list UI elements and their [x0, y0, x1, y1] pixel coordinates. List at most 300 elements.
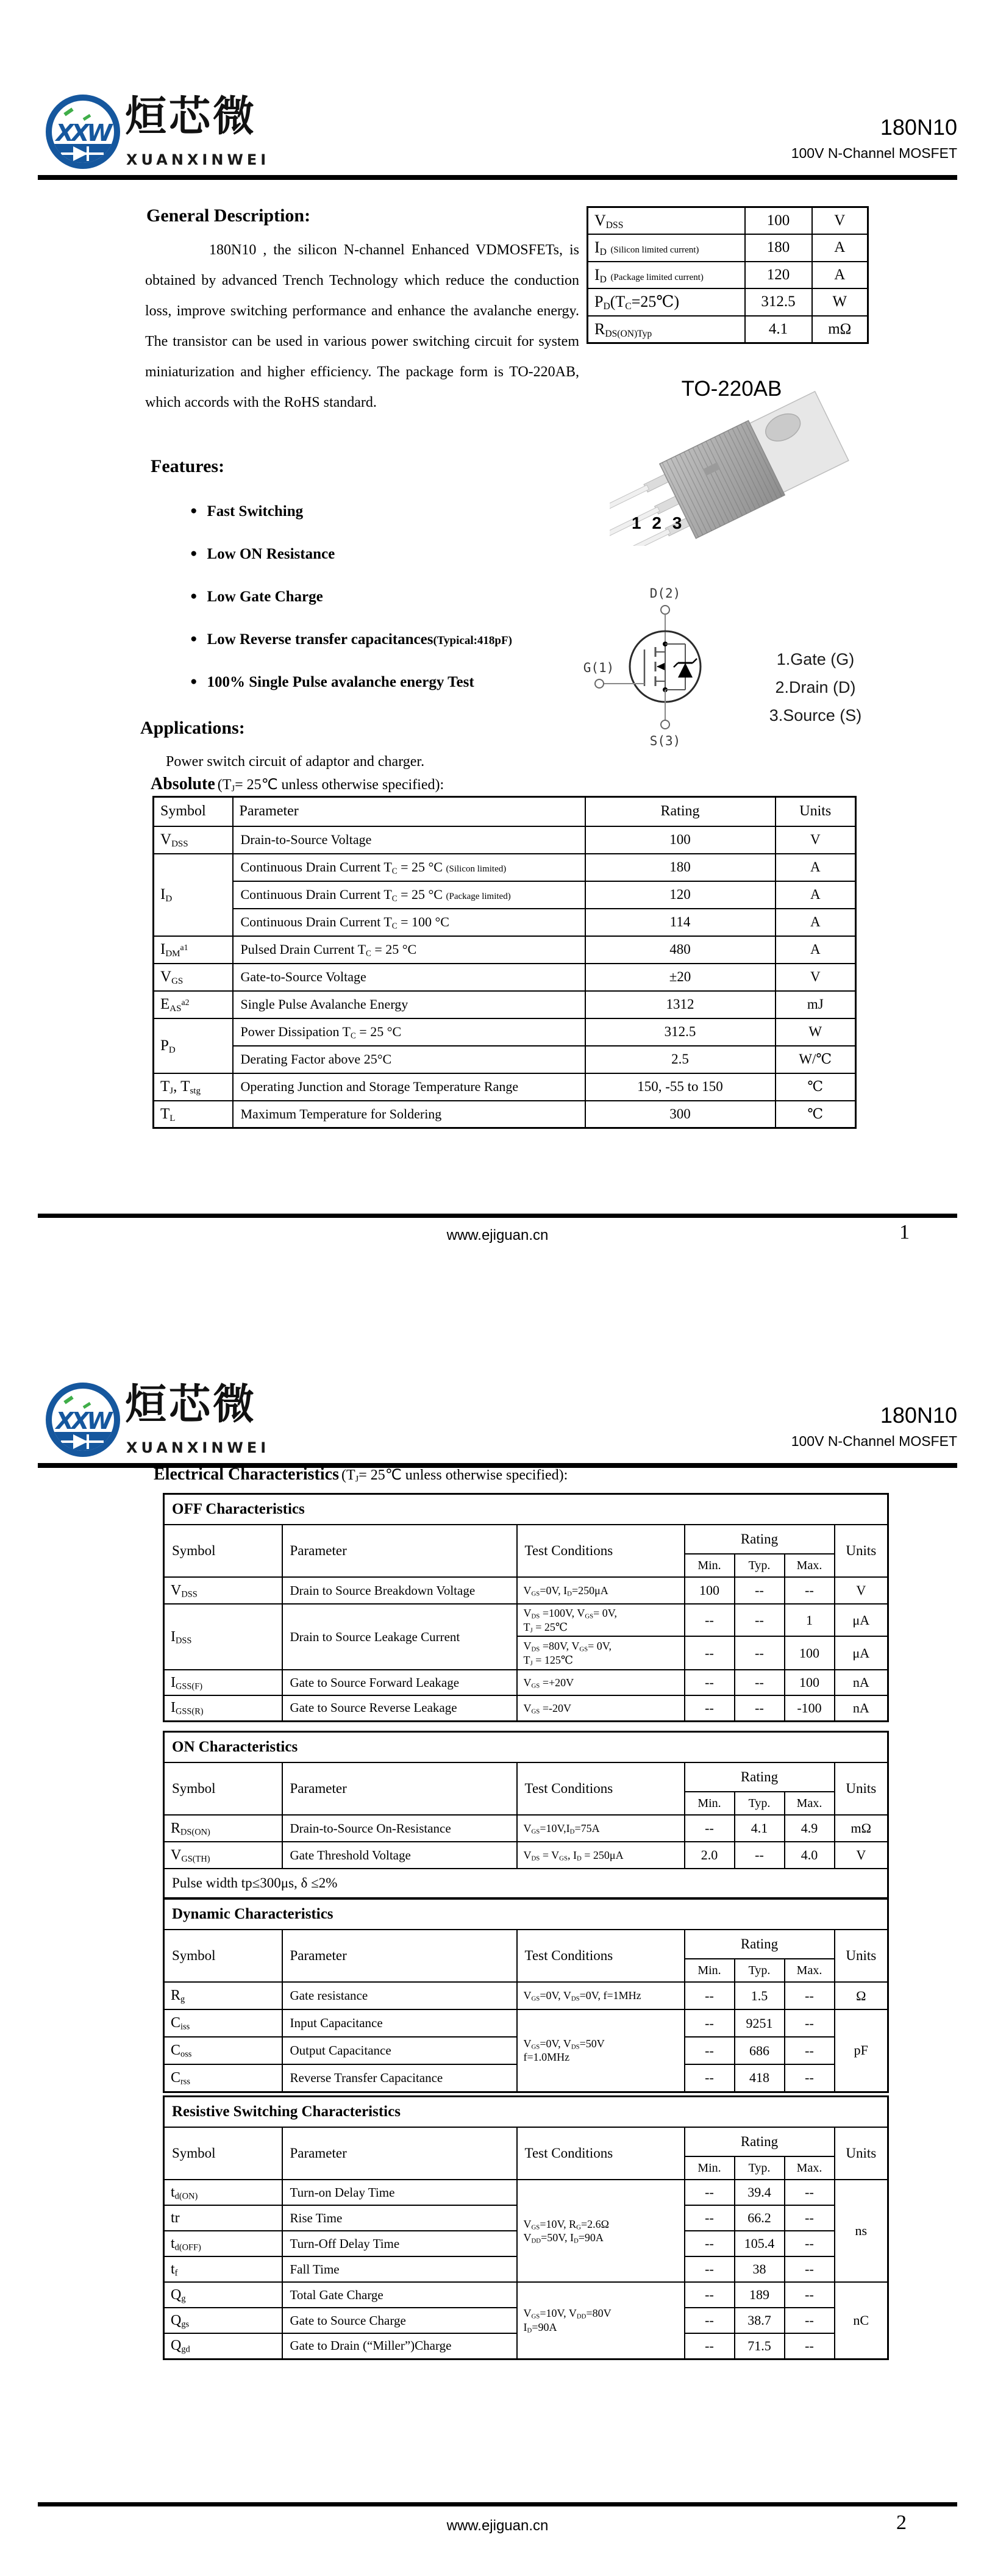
part-number: 180N10 — [880, 115, 957, 140]
cell-max: -- — [785, 2333, 835, 2359]
cell-symbol: $T_L$ — [154, 1101, 233, 1128]
cell-parameter: Drain to Source Leakage Current — [282, 1604, 517, 1670]
cell-conditions: $V_{GS}=10V$, $R_G=2.6\Omega$ $V_{DD}=50V$, $I_D=90A$ — [517, 2180, 685, 2282]
cell-rating: 480 — [585, 936, 776, 964]
cell-symbol: $C_{rss}$ — [164, 2064, 282, 2092]
table-row — [588, 207, 868, 235]
cell-rating: 114 — [585, 909, 776, 936]
brand-english: XUANXINWEI — [126, 1439, 270, 1456]
col-parameter: Parameter — [282, 1930, 517, 1982]
cell-parameter: Gate resistance — [282, 1982, 517, 2009]
table-row — [154, 826, 856, 854]
table-row — [164, 1842, 888, 1869]
cell-typ: 71.5 — [735, 2333, 785, 2359]
col-rating: Rating — [685, 2127, 835, 2156]
section-title: ON Characteristics — [164, 1732, 888, 1763]
company-logo — [43, 1378, 123, 1465]
cell-units: V — [776, 964, 856, 991]
col-min: Min. — [685, 1959, 735, 1982]
cell-value: 312.5 — [745, 288, 812, 316]
cell-unit: V — [812, 207, 868, 235]
cell-max: -- — [785, 2180, 835, 2205]
cell-symbol: $I_D$ (Package limited current) — [588, 262, 745, 289]
cell-parameter: Single Pulse Avalanche Energy — [233, 991, 585, 1018]
cell-parameter: Gate to Source Forward Leakage — [282, 1670, 517, 1695]
mosfet-symbol — [573, 567, 750, 762]
bullet-icon: ● — [190, 504, 198, 517]
cell-conditions: $V_{DS} =100V$, $V_{GS}= 0V$, $T_J$ = 25℃ — [517, 1604, 685, 1636]
cell-max: -- — [785, 2205, 835, 2231]
electrical-heading-cond: ($T_J=$ 25℃ unless otherwise specified): — [341, 1467, 568, 1484]
cell-conditions: $V_{GS} =-20V$ — [517, 1695, 685, 1721]
page-2 — [0, 1288, 995, 2576]
cell-conditions: $V_{GS}=0V$, $V_{DS}=50V$ f=1.0MHz — [517, 2009, 685, 2092]
bullet-icon: ● — [190, 590, 198, 603]
cell-rating: 100 — [585, 826, 776, 854]
cell-parameter: Gate to Source Reverse Leakage — [282, 1695, 517, 1721]
col-typ: Typ. — [735, 2156, 785, 2180]
bullet-icon: ● — [190, 632, 198, 645]
cell-symbol: $t_{d(OFF)}$ — [164, 2231, 282, 2256]
col-max: Max. — [785, 1959, 835, 1982]
cell-symbol: $R_{DS(ON)}$ — [164, 1815, 282, 1842]
cell-typ: 39.4 — [735, 2180, 785, 2205]
section-title: OFF Characteristics — [164, 1494, 888, 1525]
on-characteristics-table — [163, 1731, 889, 1899]
table-header-row — [154, 797, 856, 826]
cell-units: V — [776, 826, 856, 854]
absolute-heading-bold: Absolute — [151, 775, 215, 793]
feature-text: Low ON Resistance — [207, 546, 335, 562]
cell-parameter: Turn-on Delay Time — [282, 2180, 517, 2205]
part-number: 180N10 — [880, 1403, 957, 1428]
table-header-row — [164, 1762, 888, 1792]
table-row — [164, 2009, 888, 2037]
feature-item — [190, 503, 303, 520]
table-row — [154, 936, 856, 964]
cell-value: 4.1 — [745, 316, 812, 343]
cell-symbol: $Q_{gs}$ — [164, 2308, 282, 2333]
cell-units: nC — [835, 2282, 888, 2359]
mosfet-symbol-icon — [573, 567, 750, 762]
cell-min: 100 — [685, 1577, 735, 1604]
cell-symbol: $I_{GSS(R)}$ — [164, 1695, 282, 1721]
cell-min: -- — [685, 2231, 735, 2256]
cell-parameter: Gate Threshold Voltage — [282, 1842, 517, 1869]
cell-symbol: $E_{AS}^{a2}$ — [154, 991, 233, 1018]
cell-symbol: $P_D(T_C=25℃)$ — [588, 288, 745, 316]
cell-units: ℃ — [776, 1073, 856, 1101]
applications-heading: Applications: — [140, 718, 245, 738]
cell-symbol: $P_D$ — [154, 1018, 233, 1073]
cell-symbol: $V_{DSS}$ — [164, 1577, 282, 1604]
cell-min: -- — [685, 2282, 735, 2308]
table-row — [154, 881, 856, 909]
cell-symbol: $V_{DSS}$ — [154, 826, 233, 854]
cell-units: A — [776, 854, 856, 881]
cell-rating: 150, -55 to 150 — [585, 1073, 776, 1101]
page-number: 1 — [899, 1221, 910, 1243]
cell-max: 100 — [785, 1636, 835, 1670]
col-typ: Typ. — [735, 1554, 785, 1577]
electrical-heading-bold: Electrical Characteristics — [154, 1465, 339, 1484]
cell-units: W/℃ — [776, 1046, 856, 1073]
svg-text:G(1): G(1) — [583, 660, 615, 675]
col-units: Units — [776, 797, 856, 826]
table-row — [164, 1695, 888, 1721]
table-row — [588, 234, 868, 262]
general-description-heading: General Description: — [146, 206, 311, 226]
cell-typ: 38.7 — [735, 2308, 785, 2333]
cell-parameter: Gate-to-Source Voltage — [233, 964, 585, 991]
features-heading: Features: — [151, 456, 225, 476]
pin-legend — [759, 645, 872, 729]
absolute-heading — [151, 775, 444, 794]
cell-parameter: Maximum Temperature for Soldering — [233, 1101, 585, 1128]
col-conditions: Test Conditions — [517, 1762, 685, 1815]
feature-text: Low Gate Charge — [207, 589, 323, 605]
cell-conditions: $V_{DS} =80V$, $V_{GS}= 0V$, $T_J$ = 125℃ — [517, 1636, 685, 1670]
table-header-row — [164, 1525, 888, 1554]
col-symbol: Symbol — [164, 1762, 282, 1815]
cell-parameter: Drain-to-Source Voltage — [233, 826, 585, 854]
cell-units: A — [776, 881, 856, 909]
col-parameter: Parameter — [282, 1525, 517, 1577]
footer-rule — [38, 2502, 957, 2506]
table-row — [588, 288, 868, 316]
cell-units: A — [776, 936, 856, 964]
switching-characteristics-table — [163, 2095, 889, 2360]
cell-typ: 9251 — [735, 2009, 785, 2037]
company-logo — [43, 90, 123, 177]
cell-max: -- — [785, 2064, 835, 2092]
cell-symbol: $C_{oss}$ — [164, 2037, 282, 2064]
cell-max: -100 — [785, 1695, 835, 1721]
cell-typ: 1.5 — [735, 1982, 785, 2009]
cell-parameter: Fall Time — [282, 2256, 517, 2282]
part-subtitle: 100V N-Channel MOSFET — [791, 145, 957, 161]
cell-parameter: Drain to Source Breakdown Voltage — [282, 1577, 517, 1604]
table-row — [154, 964, 856, 991]
cell-typ: 189 — [735, 2282, 785, 2308]
cell-typ: -- — [735, 1636, 785, 1670]
cell-symbol: $R_g$ — [164, 1982, 282, 2009]
absolute-heading-cond: ($T_J=$ 25℃ unless otherwise specified): — [217, 777, 444, 794]
table-row — [154, 991, 856, 1018]
cell-rating: 180 — [585, 854, 776, 881]
col-parameter: Parameter — [282, 1762, 517, 1815]
table-row — [164, 1577, 888, 1604]
bullet-icon: ● — [190, 675, 198, 688]
feature-text: Fast Switching — [207, 503, 304, 520]
section-row — [164, 1494, 888, 1525]
cell-symbol: $Q_{gd}$ — [164, 2333, 282, 2359]
cell-unit: mΩ — [812, 316, 868, 343]
table-row — [588, 262, 868, 289]
svg-text:XXW: XXW — [55, 120, 110, 146]
cell-max: 4.0 — [785, 1842, 835, 1869]
cell-symbol: $V_{GS(TH)}$ — [164, 1842, 282, 1869]
footer-website: www.ejiguan.cn — [446, 2517, 549, 2534]
section-title: Resistive Switching Characteristics — [164, 2097, 888, 2128]
svg-text:D(2): D(2) — [649, 586, 681, 601]
cell-parameter: Continuous Drain Current $T_C = 25$ °C (Silicon limited) — [233, 854, 585, 881]
col-min: Min. — [685, 1554, 735, 1577]
cell-typ: -- — [735, 1577, 785, 1604]
dynamic-characteristics-table — [163, 1898, 889, 2093]
svg-text:XXW: XXW — [55, 1408, 110, 1434]
col-conditions: Test Conditions — [517, 1930, 685, 1982]
cell-max: -- — [785, 2282, 835, 2308]
cell-conditions: $V_{GS}=0V$, $V_{DS}=0V$, f=1MHz — [517, 1982, 685, 2009]
cell-value: 180 — [745, 234, 812, 262]
cell-rating: 1312 — [585, 991, 776, 1018]
cell-parameter: Rise Time — [282, 2205, 517, 2231]
cell-units: V — [835, 1842, 888, 1869]
feature-text: Low Reverse transfer capacitances(Typical:418pF) — [207, 631, 512, 648]
package-title: TO-220AB — [681, 377, 782, 401]
cell-symbol: $I_D$ — [154, 854, 233, 936]
col-min: Min. — [685, 2156, 735, 2180]
col-symbol: Symbol — [164, 1930, 282, 1982]
cell-conditions: $V_{GS} =+20V$ — [517, 1670, 685, 1695]
col-typ: Typ. — [735, 1792, 785, 1815]
table-row — [154, 1073, 856, 1101]
col-min: Min. — [685, 1792, 735, 1815]
col-parameter: Parameter — [233, 797, 585, 826]
cell-min: -- — [685, 2180, 735, 2205]
cell-units: nA — [835, 1695, 888, 1721]
cell-min: -- — [685, 2205, 735, 2231]
legend-source: 3.Source (S) — [769, 706, 862, 724]
feature-item — [190, 674, 474, 691]
col-rating: Rating — [685, 1762, 835, 1792]
feature-item — [190, 589, 323, 606]
cell-symbol: $I_D$ (Silicon limited current) — [588, 234, 745, 262]
cell-conditions: $V_{DS} = V_{GS}$, $I_D = 250\mu A$ — [517, 1842, 685, 1869]
summary-ratings-table — [587, 206, 869, 344]
col-symbol: Symbol — [154, 797, 233, 826]
feature-item — [190, 546, 335, 563]
table-row — [154, 1046, 856, 1073]
page-number: 2 — [896, 2511, 907, 2534]
col-rating: Rating — [685, 1525, 835, 1554]
general-description-text: 180N10 , the silicon N-channel Enhanced VDMOSFETs, is obtained by advanced Trench Technology which reduce the conduction loss, improve switching performance and enhance the avalanche energy. The transistor can be used in various power switching circuit for system miniaturization and higher efficiency. The package form is TO-220AB, which accords with the RoHS standard. — [145, 242, 579, 410]
brand-english: XUANXINWEI — [126, 151, 270, 168]
cell-symbol: $V_{DSS}$ — [588, 207, 745, 235]
cell-rating: 300 — [585, 1101, 776, 1128]
section-row — [164, 1732, 888, 1763]
cell-symbol: $Q_g$ — [164, 2282, 282, 2308]
cell-units: mΩ — [835, 1815, 888, 1842]
col-rating: Rating — [585, 797, 776, 826]
cell-unit: W — [812, 288, 868, 316]
cell-parameter: Output Capacitance — [282, 2037, 517, 2064]
cell-parameter: Power Dissipation $T_C = 25$ °C — [233, 1018, 585, 1046]
cell-parameter: Turn-Off Delay Time — [282, 2231, 517, 2256]
col-conditions: Test Conditions — [517, 2127, 685, 2180]
cell-max: 4.9 — [785, 1815, 835, 1842]
cell-units: A — [776, 909, 856, 936]
col-rating: Rating — [685, 1930, 835, 1959]
cell-typ: 4.1 — [735, 1815, 785, 1842]
table-row — [588, 316, 868, 343]
section-title: Dynamic Characteristics — [164, 1899, 888, 1930]
cell-symbol: tr — [164, 2205, 282, 2231]
cell-unit: A — [812, 234, 868, 262]
cell-symbol: $T_J$, $T_{stg}$ — [154, 1073, 233, 1101]
cell-typ: -- — [735, 1604, 785, 1636]
cell-min: -- — [685, 1636, 735, 1670]
cell-rating: 120 — [585, 881, 776, 909]
cell-parameter: Input Capacitance — [282, 2009, 517, 2037]
legend-gate: 1.Gate (G) — [776, 650, 855, 668]
cell-min: -- — [685, 1815, 735, 1842]
cell-symbol: $I_{DSS}$ — [164, 1604, 282, 1670]
cell-symbol: $C_{iss}$ — [164, 2009, 282, 2037]
cell-typ: 105.4 — [735, 2231, 785, 2256]
cell-units: W — [776, 1018, 856, 1046]
table-header-row — [164, 1930, 888, 1959]
cell-parameter: Total Gate Charge — [282, 2282, 517, 2308]
col-units: Units — [835, 1525, 888, 1577]
feature-item — [190, 631, 512, 648]
cell-parameter: Drain-to-Source On-Resistance — [282, 1815, 517, 1842]
table-row — [164, 1982, 888, 2009]
cell-units: μA — [835, 1604, 888, 1636]
cell-max: -- — [785, 1577, 835, 1604]
cell-parameter: Continuous Drain Current $T_C = 25$ °C (Package limited) — [233, 881, 585, 909]
table-row — [164, 2282, 888, 2308]
cell-symbol: $R_{DS(ON)Typ}$ — [588, 316, 745, 343]
applications-text: Power switch circuit of adaptor and charger. — [166, 754, 425, 770]
cell-symbol: $t_f$ — [164, 2256, 282, 2282]
table-row — [154, 854, 856, 881]
cell-parameter: Reverse Transfer Capacitance — [282, 2064, 517, 2092]
cell-max: 100 — [785, 1670, 835, 1695]
header-rule — [38, 175, 957, 180]
table-row — [164, 1815, 888, 1842]
table-row — [154, 1101, 856, 1128]
cell-value: 120 — [745, 262, 812, 289]
cell-conditions: $V_{GS}=10V$, $V_{DD}=80V$ $I_D=90A$ — [517, 2282, 685, 2359]
col-max: Max. — [785, 2156, 835, 2180]
pulse-width-note: Pulse width tp≤300μs, δ ≤2% — [164, 1869, 888, 1898]
cell-min: -- — [685, 1604, 735, 1636]
brand-chinese: 烜芯微 — [125, 1381, 257, 1429]
cell-parameter: Pulsed Drain Current $T_C = 25$ °C — [233, 936, 585, 964]
cell-min: 2.0 — [685, 1842, 735, 1869]
cell-typ: 418 — [735, 2064, 785, 2092]
table-row — [164, 2180, 888, 2205]
cell-min: -- — [685, 1670, 735, 1695]
col-conditions: Test Conditions — [517, 1525, 685, 1577]
cell-parameter: Derating Factor above 25°C — [233, 1046, 585, 1073]
table-header-row — [164, 2127, 888, 2156]
table-row — [164, 1670, 888, 1695]
cell-symbol: $t_{d(ON)}$ — [164, 2180, 282, 2205]
cell-rating: ±20 — [585, 964, 776, 991]
col-units: Units — [835, 1930, 888, 1982]
cell-parameter: Gate to Drain (“Miller”)Charge — [282, 2333, 517, 2359]
absolute-ratings-table — [152, 796, 857, 1129]
logo-icon — [43, 90, 123, 177]
cell-min: -- — [685, 2009, 735, 2037]
cell-units: mJ — [776, 991, 856, 1018]
col-units: Units — [835, 2127, 888, 2180]
cell-min: -- — [685, 2037, 735, 2064]
col-max: Max. — [785, 1554, 835, 1577]
cell-parameter: Gate to Source Charge — [282, 2308, 517, 2333]
cell-min: -- — [685, 2064, 735, 2092]
cell-symbol: $I_{GSS(F)}$ — [164, 1670, 282, 1695]
cell-parameter: Continuous Drain Current $T_C = 100$ °C — [233, 909, 585, 936]
cell-units: V — [835, 1577, 888, 1604]
col-parameter: Parameter — [282, 2127, 517, 2180]
section-row — [164, 1899, 888, 1930]
cell-typ: 686 — [735, 2037, 785, 2064]
cell-min: -- — [685, 2308, 735, 2333]
cell-units: Ω — [835, 1982, 888, 2009]
cell-min: -- — [685, 2256, 735, 2282]
col-typ: Typ. — [735, 1959, 785, 1982]
feature-text: 100% Single Pulse avalanche energy Test — [207, 674, 474, 690]
cell-max: -- — [785, 1982, 835, 2009]
table-row — [164, 1604, 888, 1636]
cell-max: -- — [785, 2009, 835, 2037]
cell-max: 1 — [785, 1604, 835, 1636]
cell-typ: -- — [735, 1695, 785, 1721]
cell-units: nA — [835, 1670, 888, 1695]
cell-units: μA — [835, 1636, 888, 1670]
cell-symbol: $I_{DM}^{a1}$ — [154, 936, 233, 964]
logo-icon — [43, 1378, 123, 1465]
col-symbol: Symbol — [164, 1525, 282, 1577]
cell-min: -- — [685, 2333, 735, 2359]
cell-min: -- — [685, 1982, 735, 2009]
section-row — [164, 2097, 888, 2128]
col-max: Max. — [785, 1792, 835, 1815]
table-row — [154, 909, 856, 936]
col-symbol: Symbol — [164, 2127, 282, 2180]
cell-typ: -- — [735, 1670, 785, 1695]
cell-parameter: Operating Junction and Storage Temperature Range — [233, 1073, 585, 1101]
package-pin-numbers: 1 2 3 — [632, 513, 682, 532]
part-subtitle: 100V N-Channel MOSFET — [791, 1433, 957, 1449]
cell-max: -- — [785, 2256, 835, 2282]
cell-rating: 2.5 — [585, 1046, 776, 1073]
table-row — [164, 1869, 888, 1898]
cell-value: 100 — [745, 207, 812, 235]
table-row — [154, 1018, 856, 1046]
cell-rating: 312.5 — [585, 1018, 776, 1046]
cell-units: pF — [835, 2009, 888, 2092]
bullet-icon: ● — [190, 547, 198, 560]
col-units: Units — [835, 1762, 888, 1815]
footer-rule — [38, 1214, 957, 1218]
off-characteristics-table — [163, 1493, 889, 1722]
cell-conditions: $V_{GS}=0V$, $I_D=250\mu A$ — [517, 1577, 685, 1604]
brand-chinese: 烜芯微 — [125, 93, 257, 141]
cell-max: -- — [785, 2231, 835, 2256]
cell-typ: -- — [735, 1842, 785, 1869]
cell-typ: 66.2 — [735, 2205, 785, 2231]
cell-unit: A — [812, 262, 868, 289]
cell-typ: 38 — [735, 2256, 785, 2282]
cell-units: ns — [835, 2180, 888, 2282]
cell-conditions: $V_{GS}=10V,I_D=75A$ — [517, 1815, 685, 1842]
cell-units: ℃ — [776, 1101, 856, 1128]
